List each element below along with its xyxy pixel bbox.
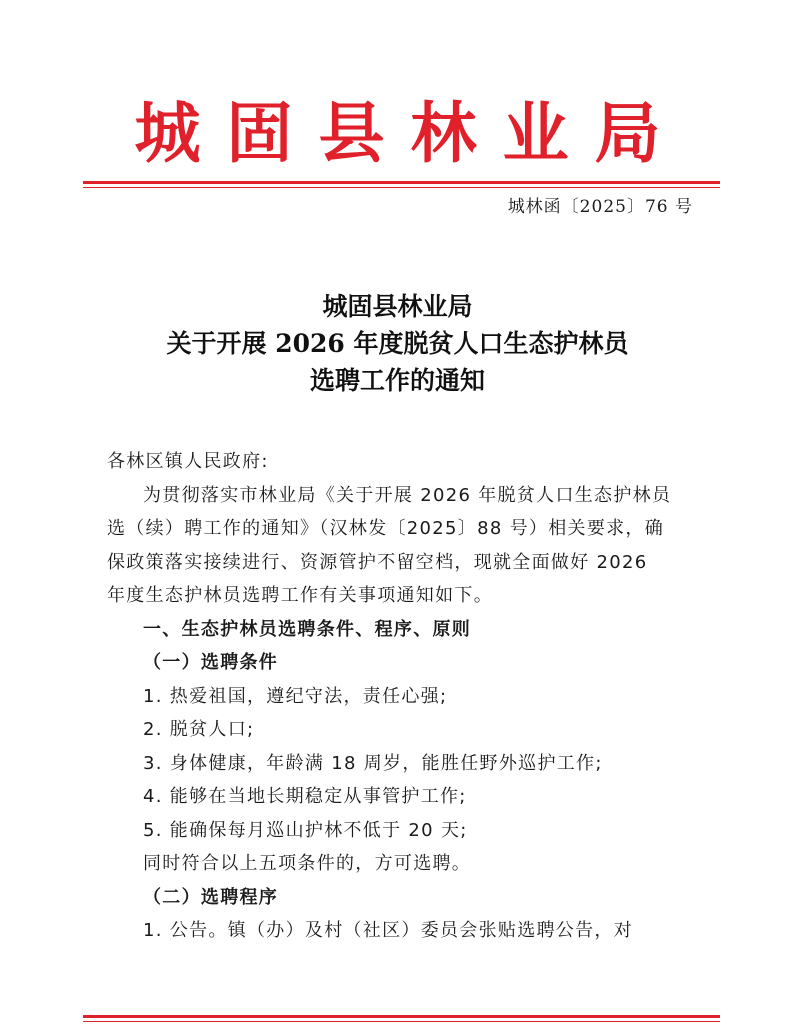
footer-red-rule-thick — [83, 1015, 720, 1018]
title-line-3: 选聘工作的通知 — [309, 366, 485, 395]
salutation: 各林区镇人民政府: — [107, 451, 269, 472]
title-line-1: 城固县林业局 — [322, 292, 473, 321]
procedure-item: 1. 公告。镇（办）及村（社区）委员会张贴选聘公告，对 — [143, 920, 633, 941]
letterhead-red-rule-thin — [83, 187, 720, 188]
intro-line-2: 选（续）聘工作的通知》（汉林发〔2025〕88 号）相关要求，确 — [107, 518, 665, 539]
footer-red-rule-thin — [83, 1021, 720, 1022]
document-body — [107, 445, 697, 948]
document-number: 城林函〔2025〕76 号 — [507, 197, 693, 217]
subsection-2-heading: （二）选聘程序 — [143, 886, 279, 908]
letterhead-red-rule-thick — [83, 181, 720, 184]
condition-item: 1. 热爱祖国，遵纪守法，责任心强; — [143, 685, 448, 707]
title-line-2: 关于开展 2026 年度脱贫人口生态护林员 — [166, 329, 629, 358]
condition-item: 2. 脱贫人口; — [143, 719, 255, 740]
condition-item: 4. 能够在当地长期稳定从事管护工作; — [143, 786, 467, 807]
letterhead-org-name: 城固县林业局 — [134, 94, 687, 172]
intro-line-4: 年度生态护林员选聘工作有关事项通知如下。 — [107, 585, 493, 606]
intro-line-1: 为贯彻落实市林业局《关于开展 2026 年脱贫人口生态护林员 — [143, 484, 672, 506]
intro-line-3: 保政策落实接续进行、资源管护不留空档，现就全面做好 2026 — [107, 551, 648, 573]
document-title — [0, 288, 795, 399]
section-1-heading: 一、生态护林员选聘条件、程序、原则 — [143, 618, 472, 640]
condition-item: 5. 能确保每月巡山护林不低于 20 天; — [143, 819, 468, 841]
conditions-summary: 同时符合以上五项条件的，方可选聘。 — [143, 853, 472, 874]
condition-item: 3. 身体健康，年龄满 18 周岁，能胜任野外巡护工作; — [143, 752, 603, 774]
subsection-1-heading: （一）选聘条件 — [143, 652, 279, 673]
